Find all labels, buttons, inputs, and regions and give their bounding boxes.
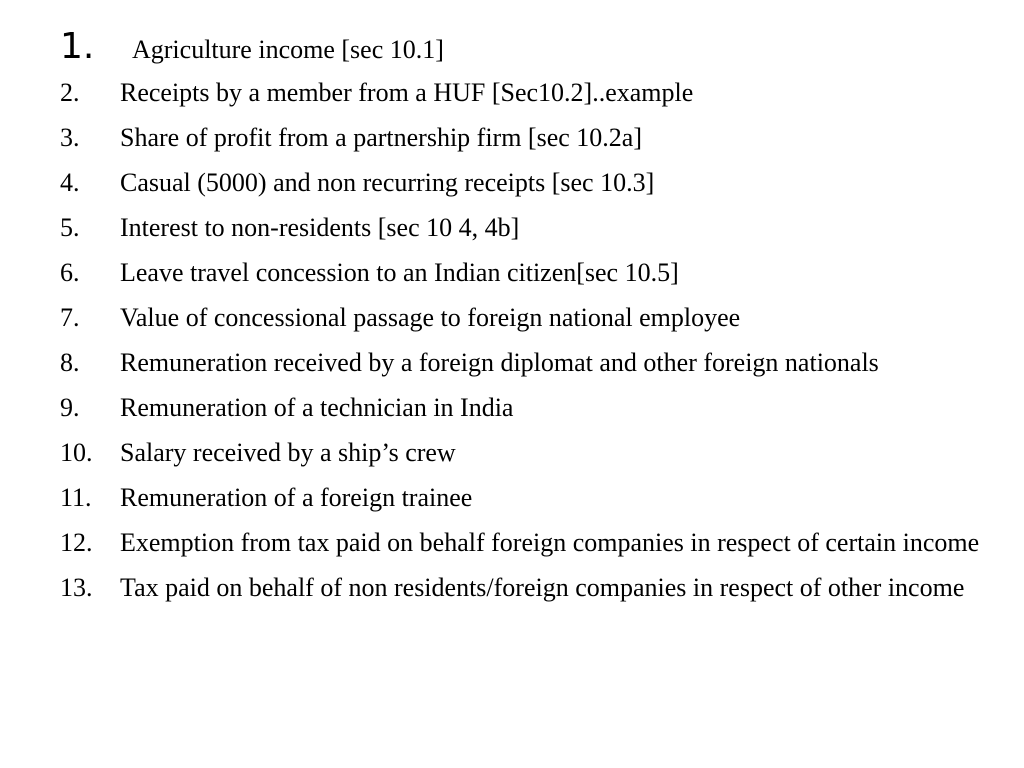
list-item-number: 2. [60,78,80,107]
list-item-text: Remuneration of a technician in India [120,393,514,422]
list-item-text: Receipts by a member from a HUF [Sec10.2]..example [120,78,694,107]
list-item [60,164,980,201]
list-item-text: Tax paid on behalf of non residents/foreign companies in respect of other income [120,573,965,602]
list-item-number: 8. [60,348,80,377]
list-item-text: Remuneration received by a foreign diplomat and other foreign nationals [120,348,879,377]
list-item-text: Remuneration of a foreign trainee [120,483,473,512]
list-item [60,389,980,426]
list-item [60,209,980,246]
list-item [60,28,980,68]
list-item [60,299,980,336]
list-item-number: 5. [60,213,80,242]
list-item-text: Interest to non-residents [sec 10 4, 4b] [120,213,520,242]
list-item-number: 9. [60,393,80,422]
list-item-number: 12. [60,528,93,557]
list-item-number: 6. [60,258,80,287]
list-item-number: 10. [60,438,93,467]
list-item [60,434,980,471]
list-item-text: Exemption from tax paid on behalf foreign companies in respect of certain income [120,528,980,557]
list-item-number: 3. [60,123,80,152]
list-item-number: 11. [60,483,92,512]
list-item [60,344,980,381]
list-item-text: Agriculture income [sec 10.1] [132,35,444,64]
list-item [60,524,980,561]
list-item-text: Leave travel concession to an Indian citizen[sec 10.5] [120,258,679,287]
list-item [60,74,980,111]
list-item-text: Salary received by a ship’s crew [120,438,456,467]
list-item [60,479,980,516]
list-item [60,254,980,291]
list-item [60,569,980,606]
list-item-number: 4. [60,168,80,197]
list-item-number: 7. [60,303,80,332]
list-item-number: 13. [60,573,93,602]
list-item-number: 1. [60,26,95,67]
list-item-text: Casual (5000) and non recurring receipts [sec 10.3] [120,168,655,197]
exemption-list [60,28,980,614]
list-item-text: Value of concessional passage to foreign national employee [120,303,741,332]
list-item-text: Share of profit from a partnership firm [sec 10.2a] [120,123,642,152]
list-item [60,119,980,156]
